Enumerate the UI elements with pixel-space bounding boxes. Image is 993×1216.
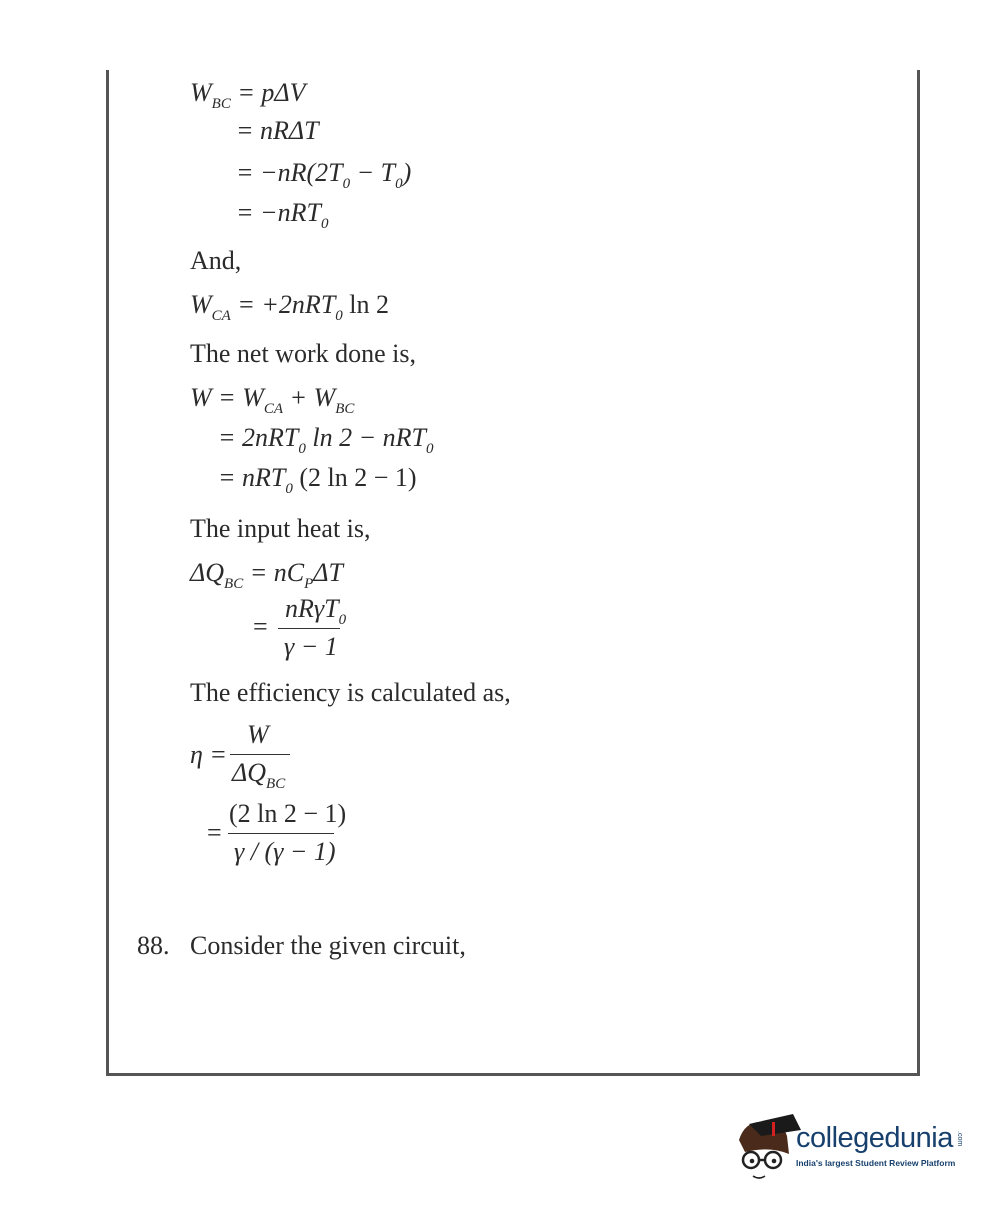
wbc-line-3: = $-nR(2T_0 - T_0)$ <box>236 158 412 192</box>
net-line-3: = nRT$_0$ (2 ln 2 − 1) <box>218 463 417 497</box>
wbc-line-2: = nRΔT <box>236 116 319 145</box>
question-88-number: 88. <box>137 931 170 960</box>
and-label: And, <box>190 246 242 275</box>
heat-numerator: nRγT$_0$ <box>285 594 347 628</box>
eff-num-1: W <box>247 720 269 749</box>
question-88-text: Consider the given circuit, <box>190 931 466 960</box>
brand-tagline: India's largest Student Review Platform <box>796 1158 956 1168</box>
eff-equals-2: = <box>207 818 222 847</box>
input-heat-label: The input heat is, <box>190 514 371 543</box>
brand-name: collegedunia <box>796 1122 953 1154</box>
net-work-label: The net work done is, <box>190 339 417 368</box>
eff-fraction-bar-1 <box>230 754 290 755</box>
heat-denominator: γ − 1 <box>284 632 338 661</box>
wca-line: $W_{CA} = +2nRT_0$ ln 2 <box>190 290 390 324</box>
net-line-2: = 2nRT$_0$ ln 2 − nRT$_0$ <box>218 423 434 457</box>
heat-fraction-bar <box>278 628 340 629</box>
wbc-line-4: = −nRT$_0$ <box>236 198 329 232</box>
wbc-line-1: $W_{BC} = p\Delta V$ <box>190 78 306 112</box>
eff-num-2: (2 ln 2 − 1) <box>229 799 347 828</box>
efficiency-label: The efficiency is calculated as, <box>190 678 511 707</box>
eff-den-2: γ / (γ − 1) <box>234 837 336 866</box>
heat-line-1: $\Delta Q_{BC} = nC_P\Delta T$ <box>190 558 344 592</box>
net-line-1: $W = W_{CA} + W_{BC}$ <box>190 383 355 417</box>
eff-fraction-bar-2 <box>228 833 334 834</box>
eff-den-1: $\Delta Q_{BC}$ <box>232 758 286 792</box>
heat-equals: = <box>253 612 268 641</box>
eff-lhs: η = <box>190 740 227 769</box>
brand-domain: .com <box>956 1131 963 1147</box>
